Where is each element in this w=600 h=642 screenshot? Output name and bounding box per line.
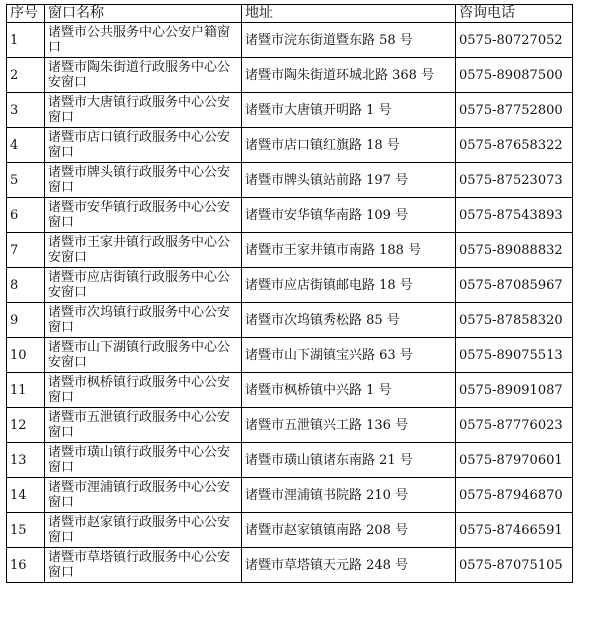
cell-name: 诸暨市浬浦镇行政服务中心公安窗口	[45, 478, 242, 513]
cell-address: 诸暨市山下湖镇宝兴路 63 号	[242, 338, 456, 373]
table-row	[7, 443, 573, 478]
cell-phone: 0575-87752800	[456, 93, 573, 128]
cell-name: 诸暨市璜山镇行政服务中心公安窗口	[45, 443, 242, 478]
cell-name: 诸暨市牌头镇行政服务中心公安窗口	[45, 163, 242, 198]
cell-phone: 0575-87466591	[456, 513, 573, 548]
cell-phone: 0575-89091087	[456, 373, 573, 408]
table-header-row	[7, 5, 573, 23]
header-no: 序号	[7, 5, 45, 23]
table-row	[7, 163, 573, 198]
cell-no: 12	[7, 408, 45, 443]
table-row	[7, 233, 573, 268]
cell-name: 诸暨市王家井镇行政服务中心公安窗口	[45, 233, 242, 268]
cell-name: 诸暨市店口镇行政服务中心公安窗口	[45, 128, 242, 163]
cell-address: 诸暨市大唐镇开明路 1 号	[242, 93, 456, 128]
table-row	[7, 128, 573, 163]
cell-no: 6	[7, 198, 45, 233]
cell-phone: 0575-89075513	[456, 338, 573, 373]
cell-phone: 0575-80727052	[456, 23, 573, 58]
cell-address: 诸暨市应店街镇邮电路 18 号	[242, 268, 456, 303]
table-row	[7, 373, 573, 408]
cell-no: 3	[7, 93, 45, 128]
cell-address: 诸暨市店口镇红旗路 18 号	[242, 128, 456, 163]
cell-address: 诸暨市草塔镇天元路 248 号	[242, 548, 456, 583]
cell-phone: 0575-87543893	[456, 198, 573, 233]
cell-address: 诸暨市赵家镇镇南路 208 号	[242, 513, 456, 548]
cell-address: 诸暨市浣东街道暨东路 58 号	[242, 23, 456, 58]
cell-name: 诸暨市五泄镇行政服务中心公安窗口	[45, 408, 242, 443]
cell-phone: 0575-89087500	[456, 58, 573, 93]
cell-no: 15	[7, 513, 45, 548]
cell-no: 1	[7, 23, 45, 58]
table-body	[7, 23, 573, 583]
cell-no: 13	[7, 443, 45, 478]
cell-address: 诸暨市王家井镇市南路 188 号	[242, 233, 456, 268]
cell-no: 7	[7, 233, 45, 268]
cell-phone: 0575-87658322	[456, 128, 573, 163]
police-service-window-table	[6, 4, 573, 583]
cell-phone: 0575-87075105	[456, 548, 573, 583]
cell-name: 诸暨市应店街镇行政服务中心公安窗口	[45, 268, 242, 303]
cell-name: 诸暨市安华镇行政服务中心公安窗口	[45, 198, 242, 233]
header-phone: 咨询电话	[456, 5, 573, 23]
table-row	[7, 58, 573, 93]
table-row	[7, 23, 573, 58]
cell-no: 11	[7, 373, 45, 408]
cell-phone: 0575-89088832	[456, 233, 573, 268]
cell-name: 诸暨市赵家镇行政服务中心公安窗口	[45, 513, 242, 548]
table-row	[7, 303, 573, 338]
cell-address: 诸暨市枫桥镇中兴路 1 号	[242, 373, 456, 408]
cell-name: 诸暨市陶朱街道行政服务中心公安窗口	[45, 58, 242, 93]
table-row	[7, 408, 573, 443]
table-row	[7, 93, 573, 128]
table-row	[7, 548, 573, 583]
cell-name: 诸暨市次坞镇行政服务中心公安窗口	[45, 303, 242, 338]
cell-phone: 0575-87946870	[456, 478, 573, 513]
table-row	[7, 198, 573, 233]
cell-no: 4	[7, 128, 45, 163]
table-row	[7, 268, 573, 303]
cell-phone: 0575-87776023	[456, 408, 573, 443]
cell-name: 诸暨市草塔镇行政服务中心公安窗口	[45, 548, 242, 583]
cell-address: 诸暨市陶朱街道环城北路 368 号	[242, 58, 456, 93]
header-address: 地址	[242, 5, 456, 23]
cell-no: 2	[7, 58, 45, 93]
cell-address: 诸暨市牌头镇站前路 197 号	[242, 163, 456, 198]
table-row	[7, 513, 573, 548]
cell-name: 诸暨市大唐镇行政服务中心公安窗口	[45, 93, 242, 128]
cell-no: 16	[7, 548, 45, 583]
cell-no: 10	[7, 338, 45, 373]
cell-no: 9	[7, 303, 45, 338]
cell-no: 5	[7, 163, 45, 198]
cell-address: 诸暨市璜山镇诸东南路 21 号	[242, 443, 456, 478]
cell-address: 诸暨市安华镇华南路 109 号	[242, 198, 456, 233]
cell-name: 诸暨市山下湖镇行政服务中心公安窗口	[45, 338, 242, 373]
cell-phone: 0575-87523073	[456, 163, 573, 198]
cell-no: 14	[7, 478, 45, 513]
cell-phone: 0575-87085967	[456, 268, 573, 303]
cell-phone: 0575-87858320	[456, 303, 573, 338]
cell-no: 8	[7, 268, 45, 303]
cell-name: 诸暨市公共服务中心公安户籍窗口	[45, 23, 242, 58]
header-name: 窗口名称	[45, 5, 242, 23]
cell-address: 诸暨市浬浦镇书院路 210 号	[242, 478, 456, 513]
table-row	[7, 478, 573, 513]
cell-name: 诸暨市枫桥镇行政服务中心公安窗口	[45, 373, 242, 408]
cell-phone: 0575-87970601	[456, 443, 573, 478]
cell-address: 诸暨市五泄镇兴工路 136 号	[242, 408, 456, 443]
table-row	[7, 338, 573, 373]
cell-address: 诸暨市次坞镇秀松路 85 号	[242, 303, 456, 338]
